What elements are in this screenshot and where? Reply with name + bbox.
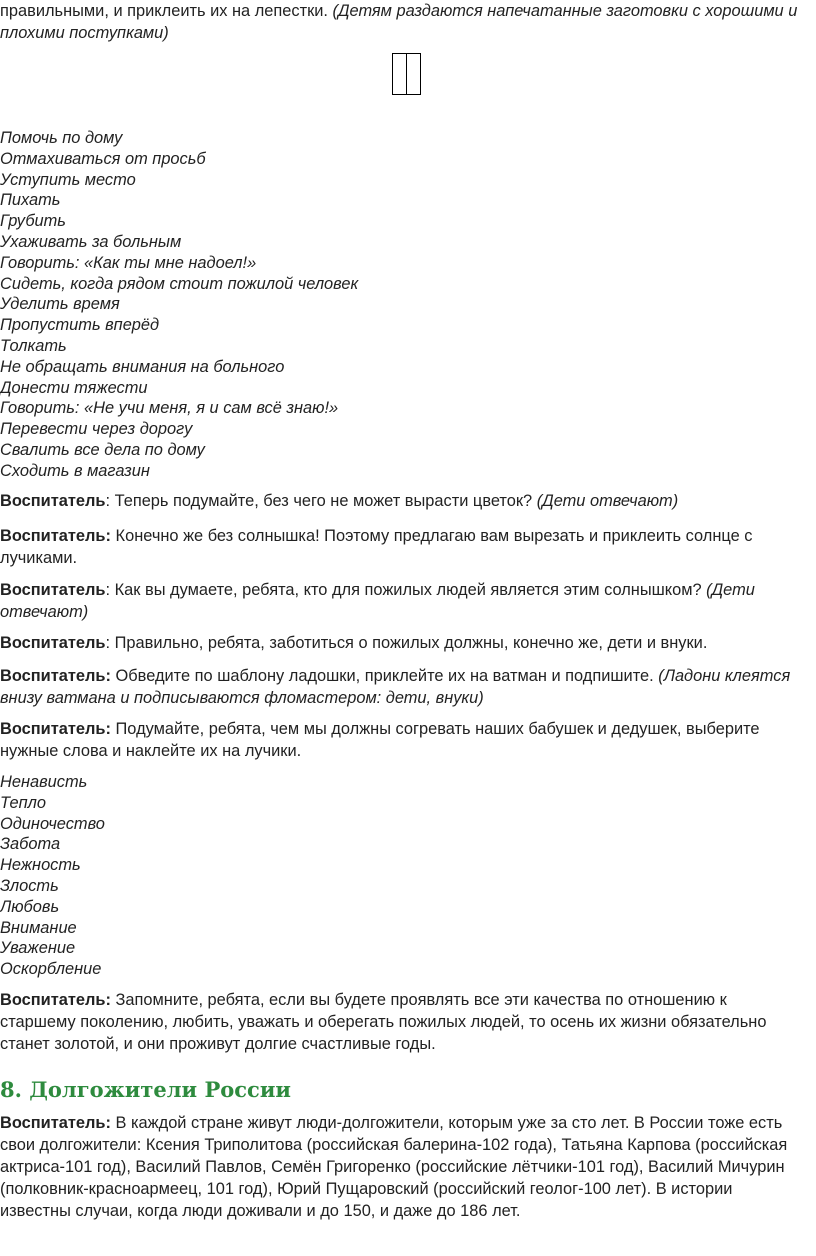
deeds-list bbox=[0, 128, 800, 482]
list-item: Любовь bbox=[0, 897, 60, 916]
speaker-label: Воспитатель: bbox=[0, 527, 111, 545]
intro-text: правильными, и приклеить их на лепестки. bbox=[0, 2, 333, 20]
placeholder-boxes bbox=[392, 53, 421, 95]
list-item: Уступить место bbox=[0, 170, 136, 189]
speaker-label: Воспитатель: bbox=[0, 667, 111, 685]
list-item: Говорить: «Как ты мне надоел!» bbox=[0, 253, 257, 272]
list-item: Тепло bbox=[0, 793, 46, 812]
list-item: Донести тяжести bbox=[0, 378, 148, 397]
dialog-paragraph bbox=[0, 579, 810, 623]
speaker-label: Воспитатель: bbox=[0, 991, 111, 1009]
list-item: Перевести через дорогу bbox=[0, 420, 193, 439]
list-item: Пропустить вперёд bbox=[0, 316, 160, 335]
dialog-text: Правильно, ребята, заботиться о пожилых должны, конечно же, дети и внуки. bbox=[114, 634, 708, 652]
list-item: Пихать bbox=[0, 191, 61, 210]
speaker-label: Воспитатель: bbox=[0, 720, 111, 738]
placeholder-box-right bbox=[407, 53, 421, 95]
dialog-paragraph bbox=[0, 632, 810, 654]
list-item: Сидеть, когда рядом стоит пожилой человек bbox=[0, 274, 359, 293]
dialog-note: (Дети отвечают) bbox=[536, 492, 679, 510]
dialog-text: Теперь подумайте, без чего не может вырасти цветок? bbox=[114, 492, 537, 510]
list-item: Нежность bbox=[0, 856, 81, 875]
dialog-paragraph bbox=[0, 525, 810, 569]
dialog-paragraph bbox=[0, 665, 810, 709]
list-item: Не обращать внимания на больного bbox=[0, 357, 285, 376]
speaker-label: Воспитатель bbox=[0, 634, 106, 652]
speaker-label: Воспитатель bbox=[0, 581, 106, 599]
list-item: Отмахиваться от просьб bbox=[0, 149, 206, 168]
intro-note: (Детям раздаются напечатанные заготовки с хорошими и плохими поступками) bbox=[0, 2, 798, 42]
list-item: Ухаживать за больным bbox=[0, 232, 182, 251]
dialog-paragraph bbox=[0, 490, 810, 512]
list-item: Грубить bbox=[0, 212, 66, 231]
speaker-label: Воспитатель bbox=[0, 492, 106, 510]
list-item: Ненависть bbox=[0, 773, 88, 791]
speaker-separator: : bbox=[105, 581, 115, 599]
list-item: Уважение bbox=[0, 939, 76, 958]
section-paragraph bbox=[0, 1112, 810, 1222]
dialog-paragraph bbox=[0, 718, 810, 762]
words-list bbox=[0, 772, 800, 980]
dialog-text: Как вы думаете, ребята, кто для пожилых людей является этим солнышком? bbox=[114, 581, 707, 599]
dialog-text: Запомните, ребята, если вы будете проявлять все эти качества по отношению к старшему поколению, любить, уважать и оберегать пожилых людей, то осень их жизни обязательно станет золотой, и они проживут долгие счастливые годы. bbox=[0, 991, 767, 1053]
list-item: Внимание bbox=[0, 918, 77, 937]
list-item: Одиночество bbox=[0, 814, 105, 833]
placeholder-box-left bbox=[392, 53, 407, 95]
speaker-separator: : bbox=[105, 492, 115, 510]
section-text: В каждой стране живут люди-долгожители, которым уже за сто лет. В России тоже есть свои долгожители: Ксения Триполитова (российская балерина-102 года), Татьяна Карпова (российская актриса-101 год), Василий Павлов, Семён Григоренко (российские лётчики-101 год), Василий Мичурин (полковник-красноармеец, 101 год), Юрий Пущаровский (российский геолог-100 лет). В истории известны случаи, когда люди доживали и до 150, и даже до 186 лет. bbox=[0, 1114, 788, 1220]
list-item: Забота bbox=[0, 835, 61, 854]
list-item: Сходить в магазин bbox=[0, 461, 150, 480]
intro-paragraph bbox=[0, 0, 810, 44]
list-item: Оскорбление bbox=[0, 960, 102, 979]
dialog-note: (Ладони клеятся внизу ватмана и подписываются фломастером: дети, внуки) bbox=[0, 667, 791, 707]
speaker-separator: : bbox=[105, 634, 115, 652]
speaker-label: Воспитатель: bbox=[0, 1114, 111, 1132]
list-item: Толкать bbox=[0, 336, 67, 355]
list-item: Свалить все дела по дому bbox=[0, 440, 205, 459]
dialog-text: Конечно же без солнышка! Поэтому предлагаю вам вырезать и приклеить солнце с лучиками. bbox=[0, 527, 753, 567]
list-item: Помочь по дому bbox=[0, 129, 123, 147]
dialog-text: Обведите по шаблону ладошки, приклейте их на ватман и подпишите. bbox=[115, 667, 659, 685]
dialog-note: (Дети отвечают) bbox=[0, 581, 755, 621]
list-item: Говорить: «Не учи меня, я и сам всё знаю!» bbox=[0, 399, 339, 418]
list-item: Уделить время bbox=[0, 295, 120, 314]
dialog-text: Подумайте, ребята, чем мы должны согревать наших бабушек и дедушек, выберите нужные слова и наклейте их на лучики. bbox=[0, 720, 760, 760]
dialog-paragraph bbox=[0, 989, 810, 1055]
section-heading: 8. Долгожители России bbox=[0, 1077, 291, 1102]
list-item: Злость bbox=[0, 876, 59, 895]
